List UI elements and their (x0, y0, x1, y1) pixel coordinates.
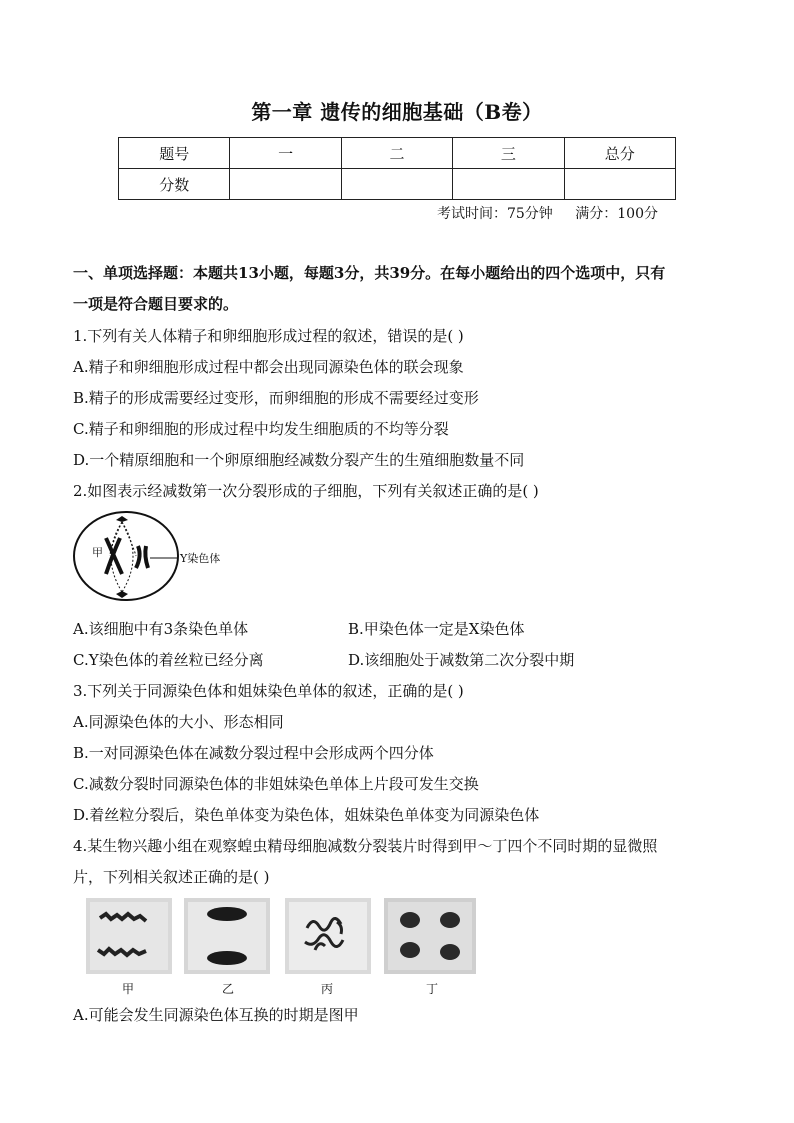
score-table-value-row (119, 169, 676, 200)
exam-full-score: 满分：100分 (575, 206, 658, 222)
chromosome-y (145, 546, 148, 568)
score-table-header-row (119, 138, 676, 169)
cell-membrane (74, 512, 178, 600)
q1-option-d: D.一个精原细胞和一个卵原细胞经减数分裂产生的生殖细胞数量不同 (73, 451, 525, 469)
q4-stem-line2: 片，下列相关叙述正确的是( ) (73, 868, 270, 886)
exam-time: 考试时间：75分钟 (436, 206, 553, 222)
score-table (118, 137, 676, 200)
q2-stem: 2.如图表示经减数第一次分裂形成的子细胞，下列有关叙述正确的是( ) (73, 482, 539, 500)
q2-option-b: B.甲染色体一定是X染色体 (348, 620, 525, 638)
score-cell[interactable] (564, 169, 675, 200)
score-cell[interactable] (341, 169, 452, 200)
section-heading-line1: 一、单项选择题：本题共13小题，每题3分，共39分。在每小题给出的四个选项中，只有 (73, 264, 666, 282)
q3-option-c: C.减数分裂时同源染色体的非姐妹染色单体上片段可发生交换 (73, 775, 479, 793)
micrograph-ding (384, 898, 476, 974)
chromosome-y-label: Y染色体 (180, 552, 221, 565)
page-title: 第一章 遗传的细胞基础（B卷） (251, 100, 543, 124)
micrograph-yi (184, 898, 270, 974)
q2-option-c: C.Y染色体的着丝粒已经分离 (73, 651, 264, 669)
chromosome-y (136, 546, 140, 568)
q1-stem: 1.下列有关人体精子和卵细胞形成过程的叙述，错误的是( ) (73, 327, 464, 345)
q3-option-b: B.一对同源染色体在减数分裂过程中会形成两个四分体 (73, 744, 434, 762)
micrograph-jia (86, 898, 172, 974)
q2-option-d: D.该细胞处于减数第二次分裂中期 (348, 651, 575, 669)
centrosome-top (116, 516, 128, 522)
score-header-cell: 题号 (119, 138, 230, 169)
score-header-cell: 三 (453, 138, 564, 169)
q2-option-a: A.该细胞中有3条染色单体 (73, 620, 249, 638)
micrograph-bing (285, 898, 371, 974)
section-heading-line2: 一项是符合题目要求的。 (73, 295, 239, 313)
q3-stem: 3.下列关于同源染色体和姐妹染色单体的叙述，正确的是( ) (73, 682, 464, 700)
micrograph-label-ding: 丁 (426, 982, 439, 996)
centrosome-bottom (116, 591, 128, 598)
cell-diagram (70, 508, 260, 608)
spindle-fiber (122, 522, 133, 592)
chromosome-jia-label: 甲 (92, 546, 103, 559)
score-header-cell: 一 (230, 138, 341, 169)
score-cell[interactable] (453, 169, 564, 200)
score-row-label: 分数 (119, 169, 230, 200)
q4-option-a: A.可能会发生同源染色体互换的时期是图甲 (73, 1006, 359, 1024)
spindle-fiber (122, 522, 136, 556)
micrograph-label-jia: 甲 (122, 982, 135, 996)
q4-stem-line1: 4.某生物兴趣小组在观察蝗虫精母细胞减数分裂装片时得到甲～丁四个不同时期的显微照 (73, 837, 658, 855)
q1-option-a: A.精子和卵细胞形成过程中都会出现同源染色体的联会现象 (73, 358, 464, 376)
q1-option-c: C.精子和卵细胞的形成过程中均发生细胞质的不均等分裂 (73, 420, 449, 438)
exam-info (437, 203, 658, 223)
q1-option-b: B.精子的形成需要经过变形，而卵细胞的形成不需要经过变形 (73, 389, 479, 407)
score-header-cell: 总分 (564, 138, 675, 169)
micrograph-label-yi: 乙 (222, 982, 235, 996)
q3-option-a: A.同源染色体的大小、形态相同 (73, 713, 284, 731)
micrograph-label-bing: 丙 (321, 982, 334, 996)
score-cell[interactable] (230, 169, 341, 200)
q3-option-d: D.着丝粒分裂后，染色单体变为染色体，姐妹染色单体变为同源染色体 (73, 806, 540, 824)
score-header-cell: 二 (341, 138, 452, 169)
